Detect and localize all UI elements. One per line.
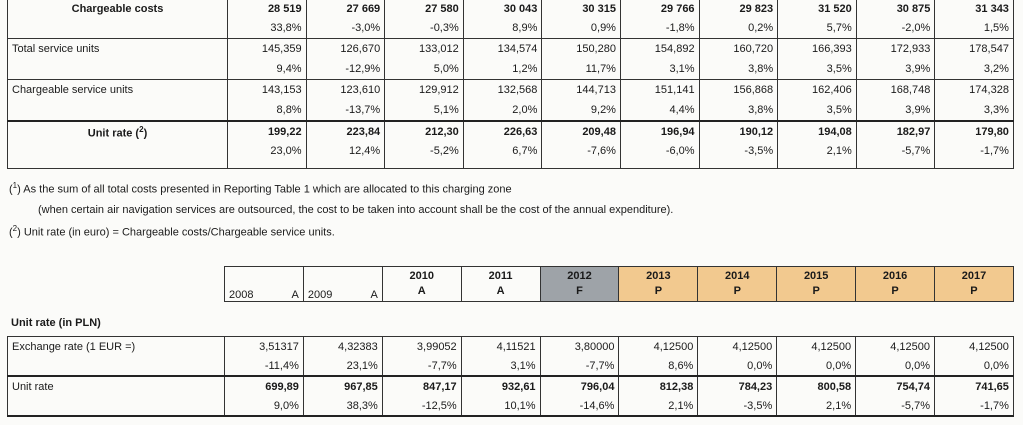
pct-cell: 3,9%: [856, 100, 935, 121]
spacer-cell: [385, 160, 464, 169]
year-header-2014: [698, 267, 777, 302]
spacer-cell: [306, 160, 385, 169]
value-cell: 31 520: [778, 0, 857, 18]
value-cell: 226,63: [463, 121, 542, 142]
table-row: [8, 337, 1014, 357]
row-label: Unit rate ($^2$): [8, 121, 228, 142]
value-cell: 28 519: [228, 0, 307, 18]
table-row: [8, 80, 1014, 101]
value-cell: 4,12500: [698, 337, 777, 357]
value-cell: 932,61: [461, 376, 540, 396]
value-cell: 143,153: [228, 80, 307, 101]
pct-cell: 0,0%: [777, 356, 856, 376]
value-cell: 144,713: [542, 80, 621, 101]
value-cell: 800,58: [777, 376, 856, 396]
year-flag: A: [291, 289, 299, 301]
value-cell: 967,85: [303, 376, 382, 396]
row-label: Exchange rate (1 EUR =): [8, 337, 225, 357]
value-cell: 796,04: [540, 376, 619, 396]
pct-cell: 0,9%: [542, 18, 621, 39]
row-label-spacer: [8, 18, 228, 39]
spacer-cell: [8, 160, 228, 169]
pct-cell: -12,9%: [306, 59, 385, 80]
value-cell: 179,80: [935, 121, 1014, 142]
footnote-2: ($^2$) Unit rate (in euro) = Chargeable costs/Chargeable service units.: [9, 224, 335, 239]
pct-cell: -3,0%: [306, 18, 385, 39]
pct-cell: 23,1%: [303, 356, 382, 376]
year-header-2012: [540, 267, 619, 302]
pct-cell: 9,4%: [228, 59, 307, 80]
year-label: 2009: [307, 289, 333, 301]
value-cell: 754,74: [856, 376, 935, 396]
footnote-1: ($^1$) As the sum of all total costs presented in Reporting Table 1 which are allocated to this charging zone: [9, 181, 512, 196]
year-label: 2014: [725, 270, 750, 282]
year-flag: F: [576, 285, 583, 297]
value-cell: 190,12: [699, 121, 778, 142]
value-cell: 847,17: [382, 376, 461, 396]
value-cell: 123,610: [306, 80, 385, 101]
pct-cell: -7,7%: [382, 356, 461, 376]
value-cell: 178,547: [935, 39, 1014, 60]
value-cell: 196,94: [620, 121, 699, 142]
table-row: [8, 356, 1014, 376]
pct-cell: 10,1%: [461, 396, 540, 416]
value-cell: 30 043: [463, 0, 542, 18]
spacer-cell: [935, 160, 1014, 169]
cost-table: [7, 0, 1014, 169]
value-cell: 168,748: [856, 80, 935, 101]
pct-cell: -11,4%: [225, 356, 304, 376]
year-label: 2010: [409, 270, 434, 282]
value-cell: 134,574: [463, 39, 542, 60]
pct-cell: -1,7%: [935, 396, 1014, 416]
year-label: 2008: [229, 289, 254, 301]
year-label: 2012: [567, 270, 592, 282]
year-label: 2016: [882, 270, 908, 282]
value-cell: 151,141: [620, 80, 699, 101]
year-header-2009: [303, 267, 382, 302]
row-label: Chargeable costs: [8, 0, 228, 18]
year-flag: P: [733, 285, 741, 297]
value-cell: 150,280: [542, 39, 621, 60]
row-label-spacer: [8, 100, 228, 121]
pct-cell: -12,5%: [382, 396, 461, 416]
table-row: [8, 121, 1014, 142]
pct-cell: -2,0%: [856, 18, 935, 39]
table-row: [8, 142, 1014, 160]
year-header-2015: [777, 267, 856, 302]
value-cell: 3,80000: [540, 337, 619, 357]
value-cell: 212,30: [385, 121, 464, 142]
pct-cell: 4,4%: [620, 100, 699, 121]
spacer-cell: [856, 160, 935, 169]
pct-cell: -14,6%: [540, 396, 619, 416]
value-cell: 27 669: [306, 0, 385, 18]
table-row: [8, 59, 1014, 80]
pct-cell: 33,8%: [228, 18, 307, 39]
pct-cell: -1,8%: [620, 18, 699, 39]
spacer-cell: [542, 160, 621, 169]
pct-cell: -1,7%: [935, 142, 1014, 160]
value-cell: 174,328: [935, 80, 1014, 101]
value-cell: 145,359: [228, 39, 307, 60]
value-cell: 3,51317: [225, 337, 304, 357]
value-cell: 166,393: [778, 39, 857, 60]
pct-cell: 2,1%: [777, 396, 856, 416]
year-header-2008: [225, 267, 304, 302]
pct-cell: 8,6%: [619, 356, 698, 376]
value-cell: 4,12500: [777, 337, 856, 357]
pct-cell: 3,1%: [461, 356, 540, 376]
spacer-cell: [228, 160, 307, 169]
pct-cell: 3,2%: [935, 59, 1014, 80]
pct-cell: 1,2%: [463, 59, 542, 80]
spacer-cell: [463, 160, 542, 169]
value-cell: 4,32383: [303, 337, 382, 357]
value-cell: 209,48: [542, 121, 621, 142]
value-cell: 4,11521: [461, 337, 540, 357]
value-cell: 126,670: [306, 39, 385, 60]
year-flag: A: [417, 285, 426, 297]
unit-rate-pln-table: [7, 336, 1014, 417]
pct-cell: -5,7%: [856, 142, 935, 160]
pct-cell: 3,3%: [935, 100, 1014, 121]
table-row: [8, 18, 1014, 39]
pct-cell: 5,1%: [385, 100, 464, 121]
row-label: Unit rate: [8, 376, 225, 396]
row-label: Total service units: [8, 39, 228, 60]
value-cell: 699,89: [225, 376, 304, 396]
value-cell: 30 875: [856, 0, 935, 18]
pct-cell: 8,8%: [228, 100, 307, 121]
footnote-1-continued: (when certain air navigation services are outsourced, the cost to be taken into account shall be the cost of the annual expenditure).: [38, 204, 674, 216]
value-cell: 30 315: [542, 0, 621, 18]
pct-cell: 9,0%: [225, 396, 304, 416]
value-cell: 129,912: [385, 80, 464, 101]
table-row: [8, 100, 1014, 121]
spacer-cell: [699, 160, 778, 169]
value-cell: 4,12500: [856, 337, 935, 357]
pct-cell: 3,5%: [778, 100, 857, 121]
pct-cell: -7,7%: [540, 356, 619, 376]
value-cell: 29 766: [620, 0, 699, 18]
pct-cell: -5,2%: [385, 142, 464, 160]
year-header-2013: [619, 267, 698, 302]
year-header-table: [224, 266, 1014, 302]
pct-cell: 2,1%: [778, 142, 857, 160]
year-flag: A: [370, 289, 378, 301]
pct-cell: 1,5%: [935, 18, 1014, 39]
value-cell: 784,23: [698, 376, 777, 396]
row-label-spacer: [8, 356, 225, 376]
pct-cell: -13,7%: [306, 100, 385, 121]
pct-cell: 5,7%: [778, 18, 857, 39]
value-cell: 182,97: [856, 121, 935, 142]
table-row: [8, 0, 1014, 18]
value-cell: 4,12500: [619, 337, 698, 357]
value-cell: 812,38: [619, 376, 698, 396]
value-cell: 194,08: [778, 121, 857, 142]
value-cell: 133,012: [385, 39, 464, 60]
table-row: [8, 39, 1014, 60]
value-cell: 3,99052: [382, 337, 461, 357]
value-cell: 199,22: [228, 121, 307, 142]
year-flag: P: [970, 285, 978, 297]
pct-cell: -3,5%: [698, 396, 777, 416]
pct-cell: 3,8%: [699, 100, 778, 121]
spacer-cell: [620, 160, 699, 169]
pct-cell: 12,4%: [306, 142, 385, 160]
row-label-spacer: [8, 142, 228, 160]
table-row: [8, 396, 1014, 416]
pct-cell: 0,0%: [698, 356, 777, 376]
value-cell: 160,720: [699, 39, 778, 60]
value-cell: 741,65: [935, 376, 1014, 396]
pct-cell: 38,3%: [303, 396, 382, 416]
pct-cell: 9,2%: [542, 100, 621, 121]
pct-cell: -7,6%: [542, 142, 621, 160]
year-header-2010: [382, 267, 461, 302]
pct-cell: 2,1%: [619, 396, 698, 416]
pct-cell: 0,0%: [935, 356, 1014, 376]
pct-cell: -5,7%: [856, 396, 935, 416]
pct-cell: 3,9%: [856, 59, 935, 80]
year-header-2011: [461, 267, 540, 302]
unit-rate-pln-title: Unit rate (in PLN): [11, 317, 101, 329]
value-cell: 156,868: [699, 80, 778, 101]
year-label: 2017: [961, 270, 987, 282]
year-flag: P: [891, 285, 899, 297]
year-flag: A: [496, 285, 505, 297]
value-cell: 31 343: [935, 0, 1014, 18]
year-label: 2015: [803, 270, 829, 282]
year-header-2016: [856, 267, 935, 302]
pct-cell: -6,0%: [620, 142, 699, 160]
row-label: Chargeable service units: [8, 80, 228, 101]
value-cell: 132,568: [463, 80, 542, 101]
table-end: [8, 160, 1014, 169]
pct-cell: 3,5%: [778, 59, 857, 80]
pct-cell: 6,7%: [463, 142, 542, 160]
row-label-spacer: [8, 396, 225, 416]
pct-cell: 0,0%: [856, 356, 935, 376]
pct-cell: 3,1%: [620, 59, 699, 80]
value-cell: 172,933: [856, 39, 935, 60]
pct-cell: 5,0%: [385, 59, 464, 80]
pct-cell: 23,0%: [228, 142, 307, 160]
pct-cell: -0,3%: [385, 18, 464, 39]
year-header-2017: [935, 267, 1014, 302]
year-flag: P: [654, 285, 663, 297]
value-cell: 162,406: [778, 80, 857, 101]
pct-cell: 8,9%: [463, 18, 542, 39]
year-label: 2011: [488, 270, 513, 282]
value-cell: 29 823: [699, 0, 778, 18]
pct-cell: 3,8%: [699, 59, 778, 80]
spacer-cell: [778, 160, 857, 169]
pct-cell: 0,2%: [699, 18, 778, 39]
value-cell: 154,892: [620, 39, 699, 60]
value-cell: 4,12500: [935, 337, 1014, 357]
row-label-spacer: [8, 59, 228, 80]
value-cell: 27 580: [385, 0, 464, 18]
year-flag: P: [812, 285, 820, 297]
table-row: [8, 376, 1014, 396]
year-label: 2013: [646, 270, 671, 282]
pct-cell: 11,7%: [542, 59, 621, 80]
pct-cell: 2,0%: [463, 100, 542, 121]
value-cell: 223,84: [306, 121, 385, 142]
pct-cell: -3,5%: [699, 142, 778, 160]
